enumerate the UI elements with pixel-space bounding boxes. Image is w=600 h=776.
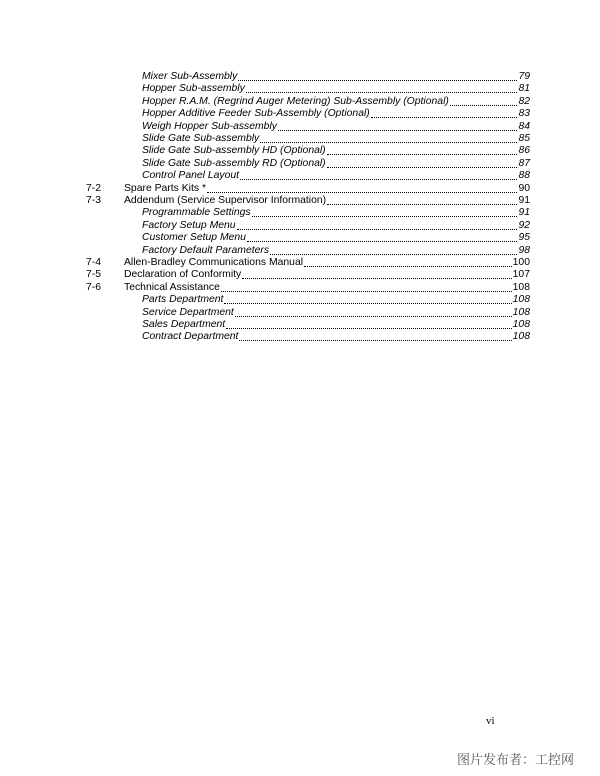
- toc-label: Factory Default Parameters: [142, 244, 270, 256]
- toc-subentry: [142, 108, 530, 120]
- toc-dot-leader: [221, 282, 512, 292]
- toc-page-number: 91: [518, 207, 530, 219]
- toc-entry: [86, 269, 530, 281]
- toc-page-number: 86: [518, 145, 530, 157]
- toc-subentry: [142, 245, 530, 257]
- toc-page-number: 108: [512, 306, 530, 318]
- toc-section-number: 7-4: [86, 257, 102, 268]
- toc-subentry: [142, 294, 530, 306]
- toc-entry: [86, 257, 530, 269]
- toc-page-number: 88: [518, 170, 530, 182]
- toc-page-number: 100: [512, 257, 530, 268]
- toc-page-number: 92: [518, 219, 530, 231]
- toc-dot-leader: [260, 133, 517, 143]
- toc-label: Contract Department: [142, 331, 239, 343]
- toc-label: Programmable Settings: [142, 207, 251, 219]
- toc-label: Parts Department: [142, 294, 224, 306]
- toc-dot-leader: [450, 96, 518, 106]
- toc-section-number: 7-5: [86, 269, 102, 281]
- toc-dot-leader: [242, 269, 511, 279]
- toc-page-number: 82: [518, 95, 530, 107]
- toc-subentry: [142, 220, 530, 232]
- toc-dot-leader: [226, 319, 511, 329]
- toc-dot-leader: [371, 108, 518, 118]
- toc-page-number: 107: [512, 269, 530, 281]
- toc-page-number: 84: [518, 120, 530, 132]
- toc-label: Slide Gate Sub-assembly RD (Optional): [142, 157, 326, 169]
- toc-page-number: 85: [518, 133, 530, 144]
- toc-page-number: 108: [512, 331, 530, 343]
- toc-label: Hopper Additive Feeder Sub-Assembly (Optional): [142, 108, 370, 120]
- toc-page-number: 91: [518, 195, 530, 206]
- page-number: vi: [486, 715, 495, 727]
- toc-page-number: 81: [518, 83, 530, 95]
- toc-label: Factory Setup Menu: [142, 219, 236, 231]
- toc-subentry: [142, 96, 530, 108]
- toc-subentry: [142, 145, 530, 157]
- toc-subentry: [142, 71, 530, 83]
- toc-section-number: 7-6: [86, 281, 102, 293]
- toc-section-number: 7-3: [86, 195, 102, 206]
- toc-label: Mixer Sub-Assembly: [142, 71, 238, 82]
- toc-subentry: [142, 121, 530, 133]
- toc-page-number: 95: [518, 232, 530, 244]
- toc-dot-leader: [207, 183, 517, 193]
- toc-label: Allen-Bradley Communications Manual: [124, 257, 304, 268]
- toc-label: Slide Gate Sub-assembly HD (Optional): [142, 145, 326, 157]
- toc-label: Hopper R.A.M. (Regrind Auger Metering) Sub-Assembly (Optional): [142, 95, 449, 107]
- toc-label: Service Department: [142, 306, 234, 318]
- toc-dot-leader: [278, 121, 517, 131]
- toc-dot-leader: [304, 257, 512, 267]
- toc-subentry: [142, 170, 530, 182]
- toc-subentry: [142, 319, 530, 331]
- toc-dot-leader: [327, 145, 518, 155]
- toc-dot-leader: [252, 207, 518, 217]
- toc-label: Technical Assistance: [124, 281, 220, 293]
- toc-label: Sales Department: [142, 319, 226, 330]
- toc-page-number: 108: [512, 281, 530, 293]
- toc-subentry: [142, 307, 530, 319]
- toc-page-number: 90: [518, 182, 530, 194]
- toc-dot-leader: [327, 158, 518, 168]
- toc-label: Weigh Hopper Sub-assembly: [142, 120, 277, 132]
- toc-section-number: 7-2: [86, 182, 102, 194]
- toc-dot-leader: [240, 170, 517, 180]
- toc-subentry: [142, 331, 530, 343]
- watermark-text: 图片发布者：工控网: [457, 753, 575, 768]
- toc-subentry: [142, 207, 530, 219]
- toc-dot-leader: [247, 232, 517, 242]
- toc-page-number: 87: [518, 157, 530, 169]
- toc-entry: [86, 182, 530, 195]
- toc-dot-leader: [238, 71, 517, 81]
- toc-label: Addendum (Service Supervisor Information): [124, 195, 327, 206]
- toc-dot-leader: [239, 331, 511, 341]
- toc-label: Slide Gate Sub-assembly: [142, 133, 260, 144]
- toc-label: Spare Parts Kits *: [124, 182, 207, 194]
- toc-dot-leader: [237, 220, 518, 230]
- toc-label: Customer Setup Menu: [142, 232, 246, 244]
- toc-label: Control Panel Layout: [142, 170, 240, 182]
- toc-page-number: 108: [512, 294, 530, 306]
- toc-subentry: [142, 83, 530, 95]
- toc-label: Hopper Sub-assembly: [142, 83, 245, 95]
- toc-dot-leader: [224, 294, 511, 304]
- toc-subentry: [142, 232, 530, 244]
- toc-dot-leader: [270, 245, 517, 255]
- toc-label: Declaration of Conformity: [124, 269, 242, 281]
- toc-page-number: 79: [518, 71, 530, 82]
- toc-subentry: [142, 133, 530, 145]
- toc-entry: [86, 281, 530, 294]
- toc-page-number: 108: [512, 319, 530, 330]
- toc-page-number: 98: [518, 244, 530, 256]
- toc-dot-leader: [246, 83, 518, 93]
- toc-dot-leader: [235, 307, 512, 317]
- toc-subentry: [142, 158, 530, 170]
- toc-page-number: 83: [518, 108, 530, 120]
- toc-dot-leader: [327, 195, 517, 205]
- toc-entry: [86, 195, 530, 207]
